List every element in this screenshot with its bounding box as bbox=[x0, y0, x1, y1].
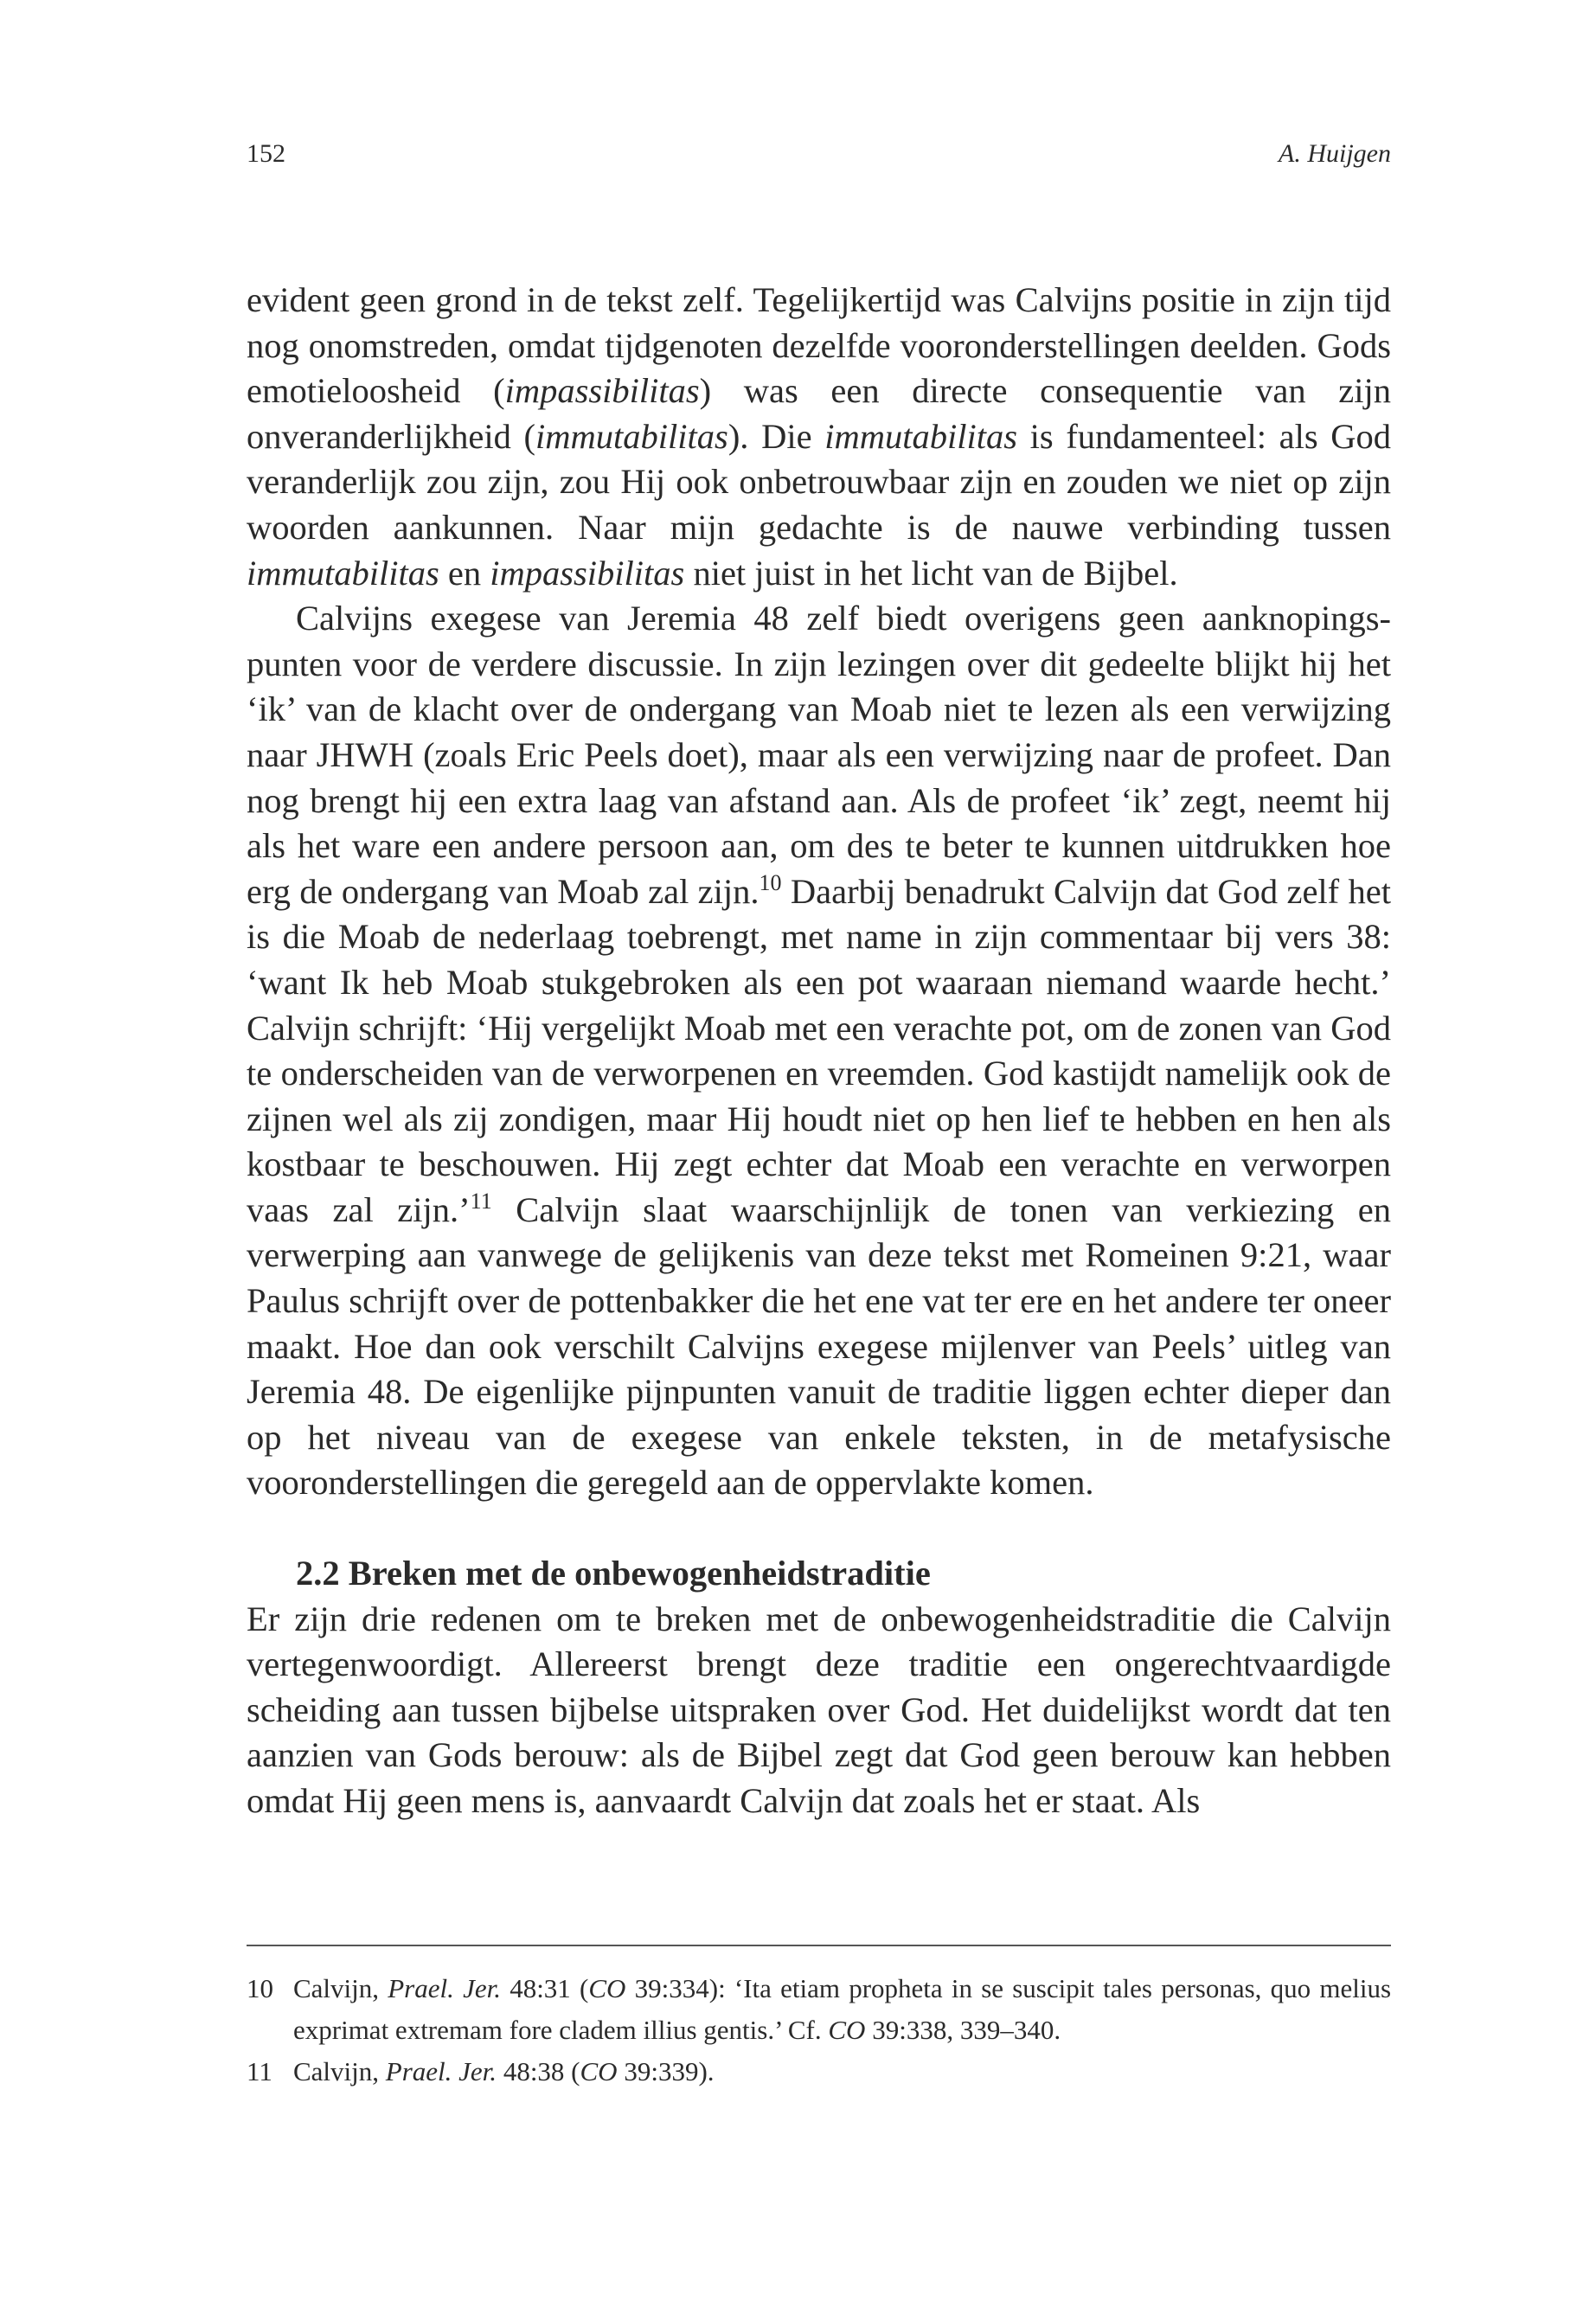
footnote-number: 11 bbox=[247, 2056, 272, 2086]
footnote-rule bbox=[247, 1945, 1391, 1946]
footnote-number: 10 bbox=[247, 1973, 273, 2003]
running-head-author: A. Huijgen bbox=[1279, 139, 1391, 168]
footnote-text: Calvijn, Prael. Jer. 48:38 (CO 39:339). bbox=[293, 2056, 715, 2086]
page-number: 152 bbox=[247, 139, 285, 168]
footnote-text: Calvijn, Prael. Jer. 48:31 (CO 39:334): ‘Ita etiam propheta in se suscipit tales personas, quo melius exprimat extremam fore cladem illius gentis.’ Cf. CO 39:338, 339–340. bbox=[293, 1973, 1392, 2045]
paragraph: Calvijns exegese van Jeremia 48 zelf biedt overigens geen aanknopingspunten voor de verdere discussie. In zijn lezingen over dit gedeelte blijkt hij het ‘ik’ van de klacht over de ondergang van Moab niet te lezen als een verwijzing naar JHWH (zoals Eric Peels doet), maar als een verwijzing naar de profeet. Dan nog brengt hij een extra laag van afstand aan. Als de profeet ‘ik’ zegt, neemt hij als het ware een andere persoon aan, om des te beter te kunnen uitdrukken hoe erg de ondergang van Moab zal zijn.$^{10}$ Daarbij benadrukt Calvijn dat God zelf het is die Moab de nederlaag toebrengt, met name in zijn commentaar bij vers 38: ‘want Ik heb Moab stukgebroken als een pot waaraan niemand waarde hecht.’ Calvijn schrijft: ‘Hij vergelijkt Moab met een verachte pot, om de zonen van God te onderscheiden van de verworpenen en vreemden. God kastijdt namelijk ook de zijnen wel als zij zondigen, maar Hij houdt niet op hen lief te hebben en hen als kostbaar te beschouwen. Hij zegt echter dat Moab een verachte en verworpen vaas zal zijn.’$^{11}$ Calvijn slaat waarschijnlijk de tonen van verkiezing en verwerping aan vanwege de gelijkenis van deze tekst met Romeinen 9:21, waar Paulus schrijft over de pottenbakker die het ene vat ter ere en het andere ter oneer maakt. Hoe dan ook verschilt Calvijns exegese mijlenver van Peels’ uitleg van Jeremia 48. De eigenlijke pijnpunten vanuit de traditie liggen echter dieper dan op het niveau van de exegese van enkele teksten, in de metafysische vooronderstellingen die geregeld aan de oppervlakte komen. bbox=[247, 599, 1391, 1503]
paragraph: Er zijn drie redenen om te breken met de onbewogenheidstraditie die Calvijn vertegenwoordigt. Allereerst brengt deze traditie een ongerechtvaardigde scheiding aan tussen bijbelse uitspraken over God. Het duidelijkst wordt dat ten aanzien van Gods berouw: als de Bijbel zegt dat God geen berouw kan hebben omdat Hij geen mens is, aanvaardt Calvijn dat zoals het er staat. Als bbox=[247, 1599, 1391, 1820]
footnote-10 bbox=[247, 1968, 1391, 2051]
footnotes bbox=[247, 1968, 1391, 2093]
section-heading: 2.2 Breken met de onbewogenheidstraditie bbox=[296, 1554, 931, 1593]
body-text bbox=[247, 278, 1391, 1824]
footnote-11 bbox=[247, 2051, 1391, 2093]
paragraph: evident geen grond in de tekst zelf. Tegelijkertijd was Calvijns positie in zijn tijd nog onomstreden, omdat tijdgenoten dezelfde vooronderstellingen deelden. Gods emotieloosheid (impassibilitas) was een directe consequentie van zijn onveranderlijkheid (immutabilitas). Die immutabilitas is fundamenteel: als God veranderlijk zou zijn, zou Hij ook onbetrouwbaar zijn en zouden we niet op zijn woorden aankunnen. Naar mijn gedachte is de nauwe verbinding tussen immutabilitas en impassibilitas niet juist in het licht van de Bijbel. bbox=[247, 280, 1392, 593]
